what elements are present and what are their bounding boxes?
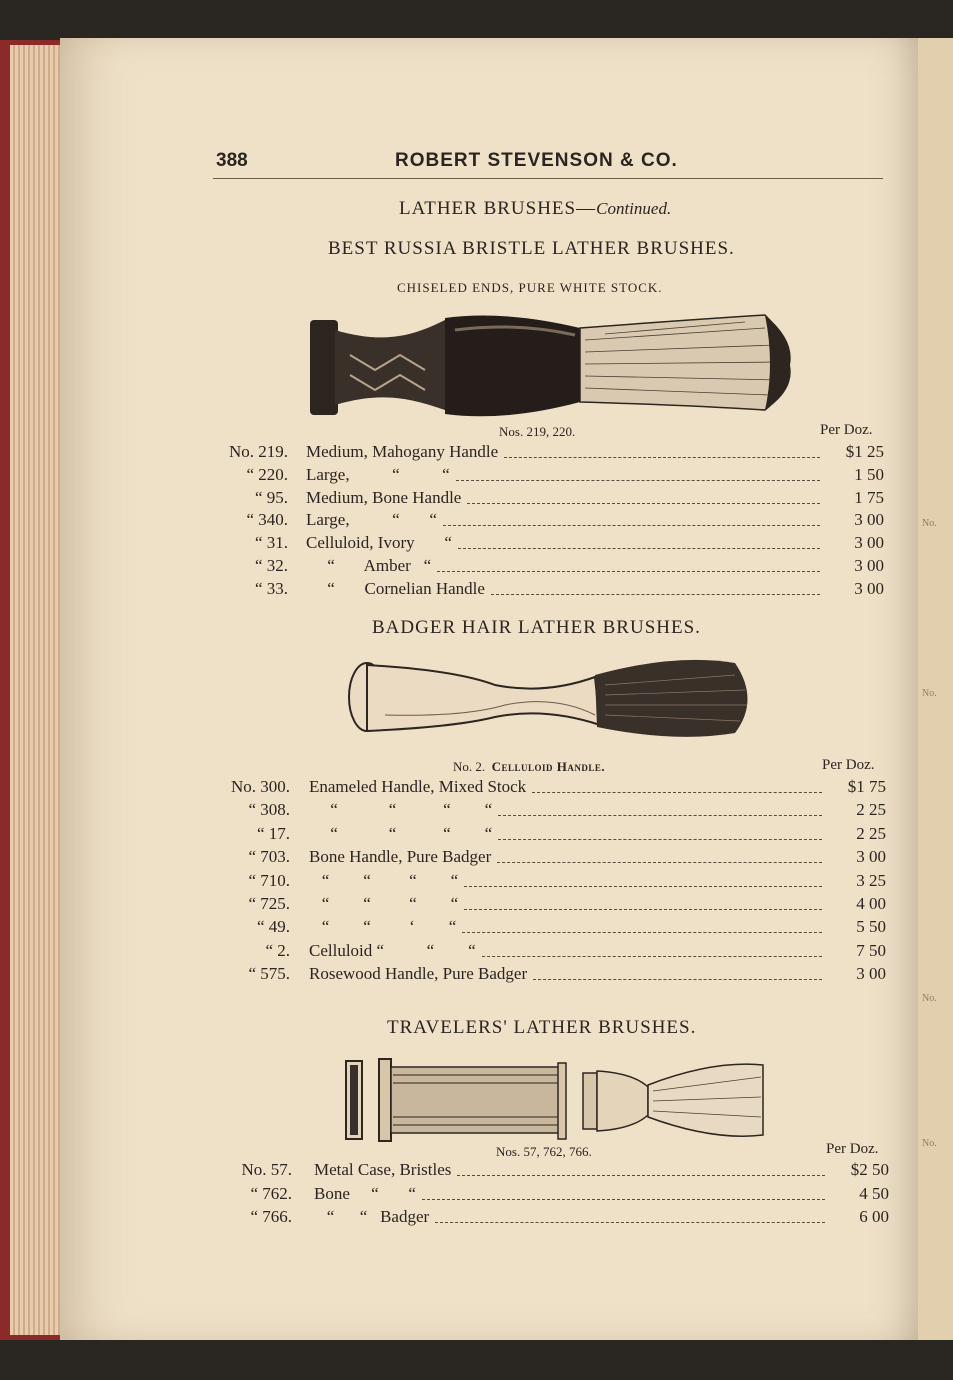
- bristle-brush-illustration: [305, 310, 795, 420]
- item-description: “ “ “ “: [309, 800, 493, 820]
- item-description: Metal Case, Bristles: [314, 1160, 452, 1179]
- badger-per-doz: Per Doz.: [822, 757, 875, 773]
- price-row: [0, 964, 953, 986]
- price-row: [0, 824, 953, 846]
- travelers-per-doz: Per Doz.: [826, 1141, 879, 1157]
- badger-brush-illustration: [345, 655, 760, 750]
- price-row: [0, 777, 953, 799]
- item-description: Large, “ “: [306, 510, 437, 530]
- item-price: 1 50: [854, 464, 884, 484]
- russia-caption: Nos. 219, 220.: [499, 424, 576, 439]
- item-number: “ 575.: [248, 964, 290, 984]
- price-row: [0, 442, 953, 464]
- item-number: “ 32.: [254, 556, 288, 575]
- item-number: “ 340.: [246, 510, 288, 530]
- dot-leader: [422, 1199, 825, 1200]
- item-number: “ 762.: [250, 1183, 292, 1203]
- item-price: 3 00: [854, 556, 884, 575]
- dot-leader: [435, 1222, 825, 1223]
- travelers-brush-illustration: [343, 1055, 768, 1145]
- item-price: 3 00: [854, 510, 884, 530]
- item-number: “ 33.: [254, 578, 288, 598]
- item-price: 3 00: [854, 578, 884, 598]
- item-description: Medium, Mahogany Handle: [306, 442, 499, 461]
- item-description: Large, “ “: [306, 464, 450, 484]
- price-row: [0, 871, 953, 893]
- dot-leader: [458, 548, 820, 549]
- item-number: “ 710.: [248, 870, 290, 890]
- publisher-header: ROBERT STEVENSON & CO.: [395, 150, 678, 171]
- price-row: [0, 533, 953, 555]
- item-number: No. 300.: [230, 777, 290, 796]
- badger-section-title: BADGER HAIR LATHER BRUSHES.: [372, 617, 701, 638]
- item-description: Medium, Bone Handle: [306, 487, 462, 507]
- price-row: [0, 1160, 953, 1182]
- dot-leader: [437, 571, 820, 572]
- price-row: [0, 917, 953, 939]
- travelers-section-title: TRAVELERS' LATHER BRUSHES.: [387, 1017, 697, 1038]
- item-price: 2 25: [856, 800, 886, 820]
- dot-leader: [498, 839, 822, 840]
- item-description: Rosewood Handle, Pure Badger: [309, 964, 528, 984]
- item-price: 4 50: [859, 1183, 889, 1203]
- item-price: 3 00: [856, 964, 886, 984]
- travelers-caption: Nos. 57, 762, 766.: [496, 1144, 592, 1159]
- item-price: 7 50: [856, 940, 886, 960]
- dot-leader: [497, 862, 822, 863]
- header-rule: [213, 178, 883, 179]
- item-description: “ “ ‘ “: [309, 917, 457, 937]
- dot-leader: [462, 932, 822, 933]
- russia-per-doz: Per Doz.: [820, 422, 873, 438]
- continued-title: LATHER BRUSHES—Continued.: [399, 198, 672, 219]
- russia-subtitle: CHISELED ENDS, PURE WHITE STOCK.: [397, 280, 663, 295]
- item-number: “ 220.: [246, 464, 288, 484]
- page-number: 388: [216, 150, 248, 171]
- item-price: 1 75: [854, 487, 884, 507]
- adjacent-page-sliver: No. No. No. No.: [918, 38, 953, 1340]
- price-row: [0, 579, 953, 601]
- item-description: Enameled Handle, Mixed Stock: [309, 777, 527, 796]
- item-description: “ “ Badger: [314, 1207, 430, 1226]
- price-row: [0, 465, 953, 487]
- dot-leader: [498, 815, 822, 816]
- item-description: Celluloid “ “ “: [309, 940, 476, 960]
- item-price: $2 50: [850, 1160, 889, 1179]
- price-row: [0, 894, 953, 916]
- item-number: “ 95.: [254, 487, 288, 507]
- item-number: “ 31.: [254, 533, 288, 553]
- item-description: “ Cornelian Handle: [306, 578, 485, 598]
- price-row: [0, 1207, 953, 1229]
- item-number: No. 57.: [241, 1160, 292, 1179]
- price-row: [0, 488, 953, 510]
- dot-leader: [457, 1175, 825, 1176]
- item-number: “ 703.: [248, 847, 290, 867]
- item-price: 4 00: [856, 894, 886, 913]
- price-row: [0, 556, 953, 578]
- dot-leader: [532, 792, 822, 793]
- dot-leader: [443, 525, 820, 526]
- dot-leader: [533, 979, 822, 980]
- item-price: 3 25: [856, 870, 886, 890]
- item-number: “ 725.: [248, 894, 290, 913]
- item-number: “ 49.: [256, 917, 290, 937]
- item-price: 3 00: [856, 847, 886, 867]
- item-price: 3 00: [854, 533, 884, 553]
- item-price: 6 00: [859, 1207, 889, 1226]
- item-number: No. 219.: [228, 442, 288, 461]
- item-description: Bone Handle, Pure Badger: [309, 847, 492, 867]
- price-row: [0, 800, 953, 822]
- item-price: 5 50: [856, 917, 886, 937]
- item-price: $1 25: [845, 442, 884, 461]
- badger-caption: No. 2. Celluloid Handle.: [453, 759, 606, 774]
- item-number: “ 308.: [248, 800, 290, 820]
- dot-leader: [464, 886, 822, 887]
- item-description: “ Amber “: [306, 556, 432, 575]
- price-row: [0, 1184, 953, 1206]
- dot-leader: [467, 503, 820, 504]
- item-price: $1 75: [847, 777, 886, 796]
- item-price: 2 25: [856, 823, 886, 843]
- item-number: “ 766.: [250, 1207, 292, 1226]
- dot-leader: [482, 956, 822, 957]
- dot-leader: [491, 594, 820, 595]
- item-description: “ “ “ “: [309, 870, 459, 890]
- item-number: “ 2.: [265, 940, 290, 960]
- item-description: “ “ “ “: [309, 894, 459, 913]
- russia-section-title: BEST RUSSIA BRISTLE LATHER BRUSHES.: [328, 238, 735, 259]
- dot-leader: [504, 457, 820, 458]
- price-row: [0, 941, 953, 963]
- item-description: “ “ “ “: [309, 823, 493, 843]
- dot-leader: [464, 909, 822, 910]
- item-description: Bone “ “: [314, 1183, 416, 1203]
- price-row: [0, 510, 953, 532]
- dot-leader: [456, 480, 820, 481]
- item-description: Celluloid, Ivory “: [306, 533, 452, 553]
- item-number: “ 17.: [256, 823, 290, 843]
- price-row: [0, 847, 953, 869]
